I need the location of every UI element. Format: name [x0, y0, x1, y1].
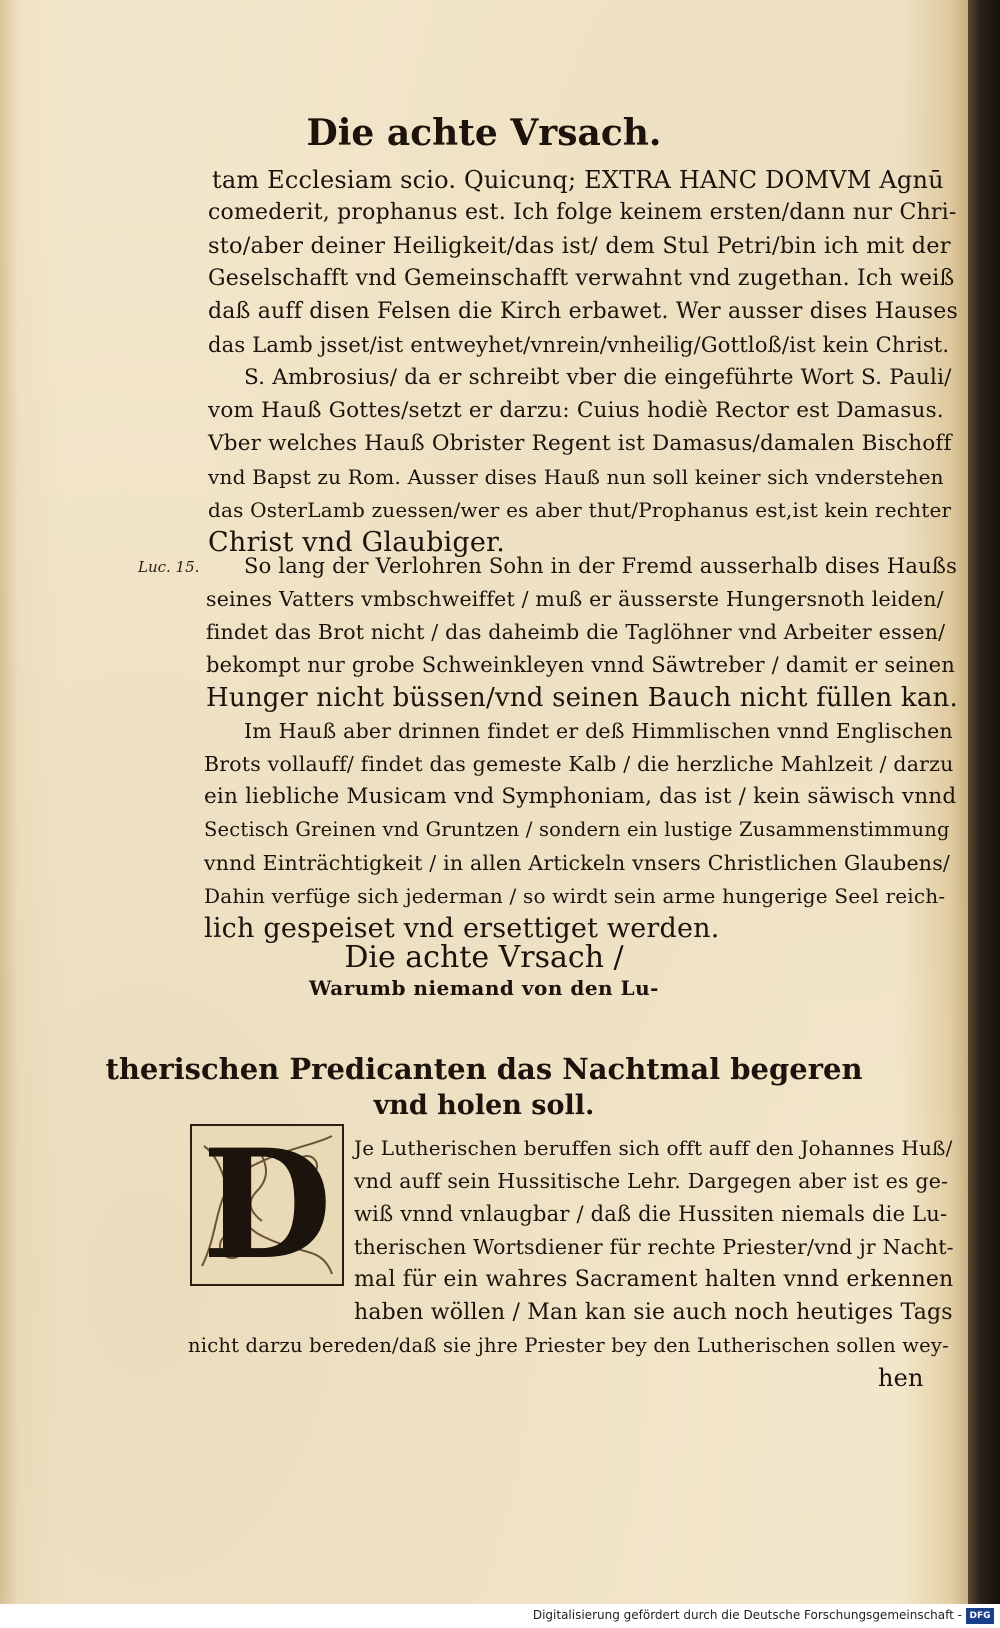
text-line: das Lamb jsset/ist entweyhet/vnrein/vnheilig/Gottloß/ist kein Christ.	[208, 333, 950, 357]
decorated-initial	[190, 1124, 344, 1286]
text-line: Dahin verfüge sich jederman / so wirdt sein arme hungerige Seel reich-	[204, 884, 946, 908]
book-edge	[968, 0, 1000, 1604]
text-line: ein liebliche Musicam vnd Symphoniam, das ist / kein säwisch vnnd	[204, 784, 957, 809]
text-line: therischen Wortsdiener für rechte Priester/vnd jr Nacht-	[354, 1235, 954, 1259]
text-line: vnnd Einträchtigkeit / in allen Artickeln vnsers Christlichen Glaubens/	[204, 851, 951, 875]
text-line: bekompt nur grobe Schweinkleyen vnnd Säwtreber / damit er seinen	[206, 653, 956, 677]
text-line: vom Hauß Gottes/setzt er darzu: Cuius hodiè Rector est Damasus.	[208, 398, 944, 423]
text-line: Vber welches Hauß Obrister Regent ist Damasus/damalen Bischoff	[208, 431, 952, 456]
chapter-title-line2: therischen Predicanten das Nachtmal begeren	[105, 1052, 863, 1086]
text-line: nicht darzu bereden/daß sie jhre Priester bey den Lutherischen sollen wey-	[188, 1334, 949, 1357]
dfg-logo: DFG	[966, 1608, 994, 1624]
text-line: comederit, prophanus est. Ich folge keinem ersten/dann nur Chri-	[208, 200, 957, 225]
text-line: tam Ecclesiam scio. Quicunq; EXTRA HANC DOMVM Agnū	[212, 166, 944, 194]
text-line: Hunger nicht büssen/vnd seinen Bauch nicht füllen kan.	[206, 683, 958, 713]
chapter-title: Warumb niemand von den Lu-	[309, 976, 659, 1000]
text-line: Sectisch Greinen vnd Gruntzen / sondern ein lustige Zusammenstimmung	[204, 818, 950, 841]
text-line: das OsterLamb zuessen/wer es aber thut/Prophanus est,ist kein rechter	[208, 498, 952, 522]
text-line: vnd Bapst zu Rom. Ausser dises Hauß nun soll keiner sich vnderstehen	[208, 465, 944, 489]
text-line: Im Hauß aber drinnen findet er deß Himmlischen vnnd Englischen	[244, 719, 953, 743]
footer-bar	[0, 1604, 1000, 1628]
text-line: Geselschafft vnd Gemeinschafft verwahnt vnd zugethan. Ich weiß	[208, 266, 955, 291]
chapter-title-line3: vnd holen soll.	[373, 1090, 595, 1121]
footer-credit: Digitalisierung gefördert durch die Deutsche Forschungsgemeinschaft -	[532, 1608, 962, 1622]
text-line: Je Lutherischen beruffen sich offt auff den Johannes Huß/	[354, 1136, 953, 1160]
text-line: hen	[878, 1364, 924, 1392]
text-line: lich gespeiset vnd ersettiget werden.	[204, 913, 720, 944]
text-line: daß auff disen Felsen die Kirch erbawet. Wer ausser dises Hauses	[208, 299, 958, 324]
text-line: Brots vollauff/ findet das gemeste Kalb / die herzliche Mahlzeit / darzu	[204, 752, 954, 776]
margin-note: Luc. 15.	[138, 558, 200, 576]
text-line: findet das Brot nicht / das daheimb die Taglöhner vnd Arbeiter essen/	[206, 620, 946, 644]
text-line: seines Vatters vmbschweiffet / muß er äusserste Hungersnoth leiden/	[206, 587, 944, 611]
text-line: haben wöllen / Man kan sie auch noch heutiges Tags	[354, 1300, 953, 1325]
text-line: vnd auff sein Hussitische Lehr. Dargegen aber ist es ge-	[354, 1169, 949, 1193]
chapter-subtitle: Die achte Vrsach /	[344, 940, 624, 975]
text-line: wiß vnnd vnlaugbar / daß die Hussiten niemals die Lu-	[354, 1202, 948, 1226]
text-line: Christ vnd Glaubiger.	[208, 527, 505, 558]
text-line: sto/aber deiner Heiligkeit/das ist/ dem Stul Petri/bin ich mit der	[208, 233, 951, 259]
text-line: So lang der Verlohren Sohn in der Fremd ausserhalb dises Haußs	[244, 554, 958, 578]
running-header: Die achte Vrsach.	[306, 112, 662, 154]
dropcap-letter: D	[201, 1124, 333, 1286]
text-line: mal für ein wahres Sacrament halten vnnd erkennen	[354, 1267, 954, 1292]
text-line: S. Ambrosius/ da er schreibt vber die eingeführte Wort S. Pauli/	[244, 365, 952, 390]
